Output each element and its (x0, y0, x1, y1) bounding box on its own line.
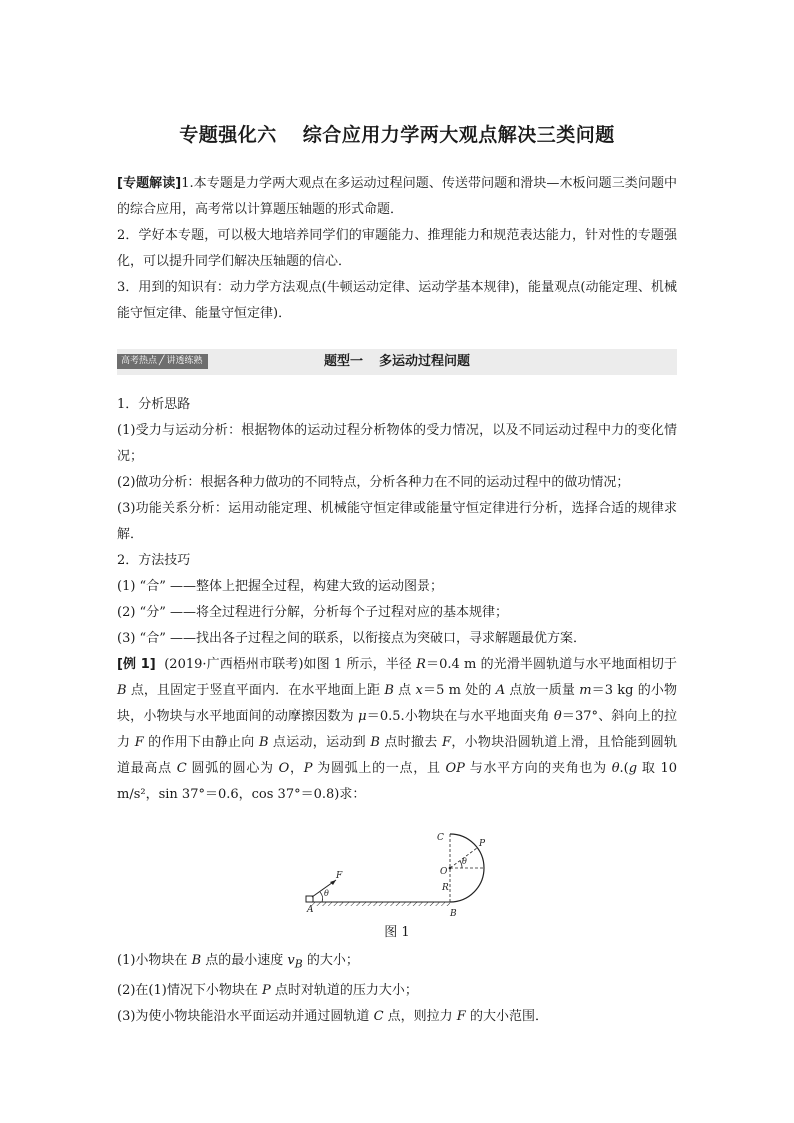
intro-paragraph-2: 2．学好本专题，可以极大地培养同学们的审题能力、推理能力和规范表达能力，针对性的专题强化，可以提升同学们解决压轴题的信心． (117, 228, 677, 269)
ground-hatch (310, 902, 450, 906)
label-r: R (442, 883, 449, 893)
intro-paragraph-3: 3．用到的知识有：动力学方法观点(牛顿运动定律、运动学基本规律)，能量观点(动能定理、机械能守恒定律、能量守恒定律)． (117, 280, 677, 321)
figure-1-diagram (300, 832, 500, 918)
example-1-text: [例 1] (2019·广西梧州市联考)如图 1 所示，半径 R＝0.4 m 的光滑半圆轨道与水平地面相切于 B 点，且固定于竖直平面内．在水平地面上距 B 点 x＝5 m 处的 A 点放一质量 m＝3 kg 的小物块，小物块与水平地面间的动摩擦因数为 μ＝0.5.小物块在与水平地面夹角 θ＝37°、斜向上的拉力 F 的作用下由静止向 B 点运动，运动到 B 点时撤去 F，小物块沿圆轨道上滑，且恰能到圆轨道最高点 C 圆弧的圆心为 O，P 为圆弧上的一点，且 OP 与水平方向的夹角也为 θ.(g 取 10 m/s²，sin 37°＝0.6，cos 37°＝0.8)求： (117, 657, 678, 802)
title-part-2: 综合应用力学两大观点解决三类问题 (302, 124, 615, 146)
section2-heading: 2．方法技巧 (117, 553, 191, 568)
label-theta-2: θ (462, 857, 467, 866)
figure-caption: 图 1 (384, 925, 410, 940)
label-o: O (440, 867, 448, 877)
section2-item: (1) “合” ——整体上把握全过程，构建大致的运动图景； (117, 579, 443, 594)
question-3: (3)为使小物块能沿水平面运动并通过圆轨道 C 点，则拉力 F 的大小范围． (117, 1008, 548, 1024)
section1-item: (2)做功分析：根据各种力做功的不同特点，分析各种力在不同的运动过程中的做功情况； (117, 475, 630, 490)
label-p: P (479, 839, 486, 849)
question-list (117, 948, 677, 1030)
intro-paragraph-1: [专题解读]1.本专题是力学两大观点在多运动过程问题、传送带问题和滑块—木板问题三类问题中的综合应用，高考常以计算题压轴题的形式命题． (117, 176, 678, 217)
label-c: C (437, 833, 444, 843)
intro-tag: [专题解读] (117, 176, 182, 191)
banner-tag: 高考热点 ╱ 讲透练熟 (117, 354, 208, 369)
section1-item: (1)受力与运动分析：根据物体的运动过程分析物体的受力情况，以及不同运动过程中力的变化情况； (117, 423, 677, 464)
label-theta-1: θ (324, 889, 329, 898)
banner-title: 题型一 多运动过程问题 (323, 354, 471, 369)
section1-heading: 1．分析思路 (117, 397, 191, 412)
page-title (0, 120, 794, 147)
section2-item: (2) “分” ——将全过程进行分解，分析每个子过程对应的基本规律； (117, 605, 508, 620)
title-part-1: 专题强化六 (179, 124, 277, 146)
example-label: [例 1] (117, 657, 156, 672)
section2-item: (3) “合” ——找出各子过程之间的联系，以衔接点为突破口，寻求解题最优方案． (117, 631, 586, 646)
label-b: B (450, 909, 457, 918)
section1-item: (3)功能关系分析：运用动能定理、机械能守恒定律或能量守恒定律进行分析，选择合适的规律求解． (117, 501, 677, 542)
section-banner (117, 349, 677, 375)
label-a: A (307, 905, 314, 915)
question-1: (1)小物块在 B 点的最小速度 $v_B$ 的大小； (117, 953, 359, 971)
center-point (449, 867, 452, 870)
intro-block (117, 171, 677, 327)
angle-arc-1 (320, 892, 323, 902)
question-2: (2)在(1)情况下小物块在 P 点时对轨道的压力大小； (117, 982, 418, 998)
section-analysis (117, 392, 677, 808)
label-f: F (336, 871, 343, 881)
